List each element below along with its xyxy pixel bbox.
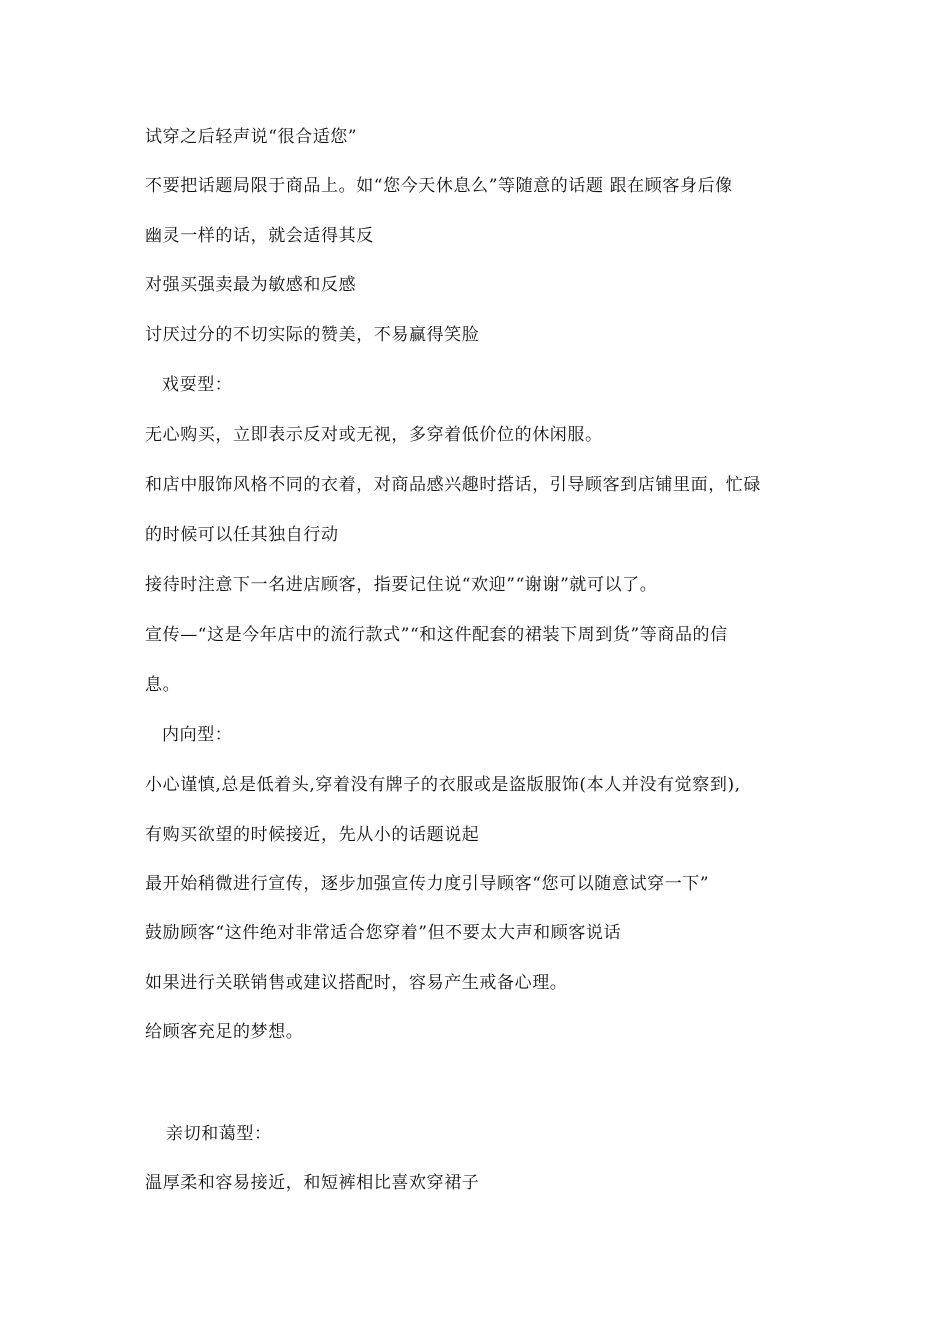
text-line: 幽灵一样的话，就会适得其反 — [145, 226, 374, 246]
text-line: 试穿之后轻声说“很合适您” — [145, 127, 358, 147]
section-heading-playful: 戏耍型： — [162, 375, 233, 395]
text-line: 讨厌过分的不切实际的赞美，不易赢得笑脸 — [145, 325, 480, 345]
text-line: 息。 — [145, 675, 181, 695]
section-heading-amiable: 亲切和蔼型： — [166, 1124, 272, 1144]
section-heading-introvert: 内向型： — [162, 725, 233, 745]
text-line: 如果进行关联销售或建议搭配时，容易产生戒备心理。 — [145, 973, 568, 993]
text-line: 温厚柔和容易接近，和短裤相比喜欢穿裙子 — [145, 1173, 480, 1193]
text-line: 对强买强卖最为敏感和反感 — [145, 275, 357, 295]
text-line: 无心购买，立即表示反对或无视，多穿着低价位的休闲服。 — [145, 425, 603, 445]
text-line: 接待时注意下一名进店顾客，指要记住说“欢迎”“谢谢”就可以了。 — [145, 575, 658, 595]
text-line: 的时候可以任其独自行动 — [145, 525, 339, 545]
text-line: 宣传—“这是今年店中的流行款式”“和这件配套的裙装下周到货”等商品的信 — [145, 625, 728, 645]
text-line: 最开始稍微进行宣传，逐步加强宣传力度引导顾客“您可以随意试穿一下” — [145, 874, 710, 894]
text-line: 小心谨慎,总是低着头,穿着没有牌子的衣服或是盗版服饰(本人并没有觉察到), — [145, 775, 741, 795]
text-line: 鼓励顾客“这件绝对非常适合您穿着”但不要太大声和顾客说话 — [145, 923, 622, 943]
text-line: 不要把话题局限于商品上。如“您今天休息么”等随意的话题 跟在顾客身后像 — [145, 176, 733, 196]
text-line: 有购买欲望的时候接近，先从小的话题说起 — [145, 825, 480, 845]
text-line: 给顾客充足的梦想。 — [145, 1022, 304, 1042]
text-line: 和店中服饰风格不同的衣着，对商品感兴趣时搭话，引导顾客到店铺里面，忙碌 — [145, 475, 761, 495]
